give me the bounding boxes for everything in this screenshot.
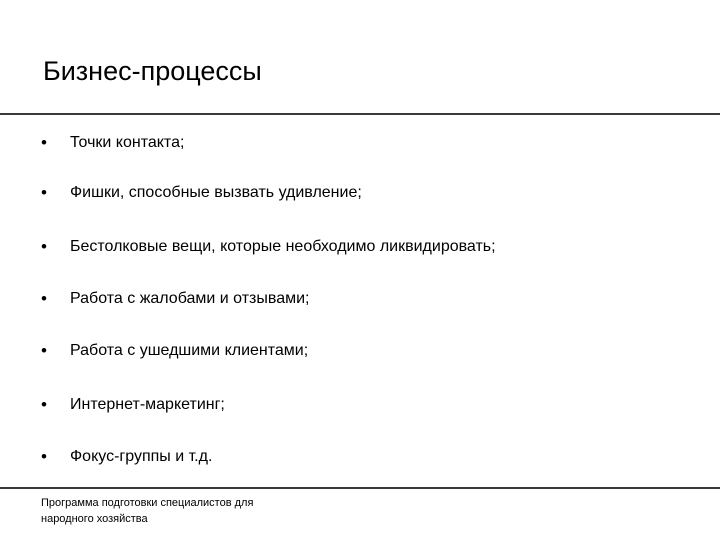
- footer-caption: [41, 495, 341, 527]
- list-item-text: Интернет-маркетинг;: [70, 396, 225, 413]
- bullet-icon: •: [41, 289, 47, 308]
- footer-divider: [0, 487, 720, 489]
- bullet-icon: •: [41, 447, 47, 466]
- bullet-icon: •: [41, 395, 47, 414]
- list-item-text: Бестолковые вещи, которые необходимо ликвидировать;: [70, 238, 496, 255]
- list-item-text: Точки контакта;: [70, 134, 185, 151]
- bullet-icon: •: [41, 183, 47, 202]
- list-item-text: Фокус-группы и т.д.: [70, 448, 213, 465]
- list-item-text: Работа с ушедшими клиентами;: [70, 342, 309, 359]
- title-divider: [0, 113, 720, 115]
- bullet-icon: •: [41, 133, 47, 152]
- footer-line-1: Программа подготовки специалистов для: [41, 497, 254, 509]
- bullet-icon: •: [41, 341, 47, 360]
- list-item-text: Фишки, способные вызвать удивление;: [70, 184, 362, 201]
- footer-line-2: народного хозяйства: [41, 513, 148, 525]
- list-item-text: Работа с жалобами и отзывами;: [70, 290, 310, 307]
- bullet-icon: •: [41, 237, 47, 256]
- slide-title: Бизнес-процессы: [43, 56, 262, 86]
